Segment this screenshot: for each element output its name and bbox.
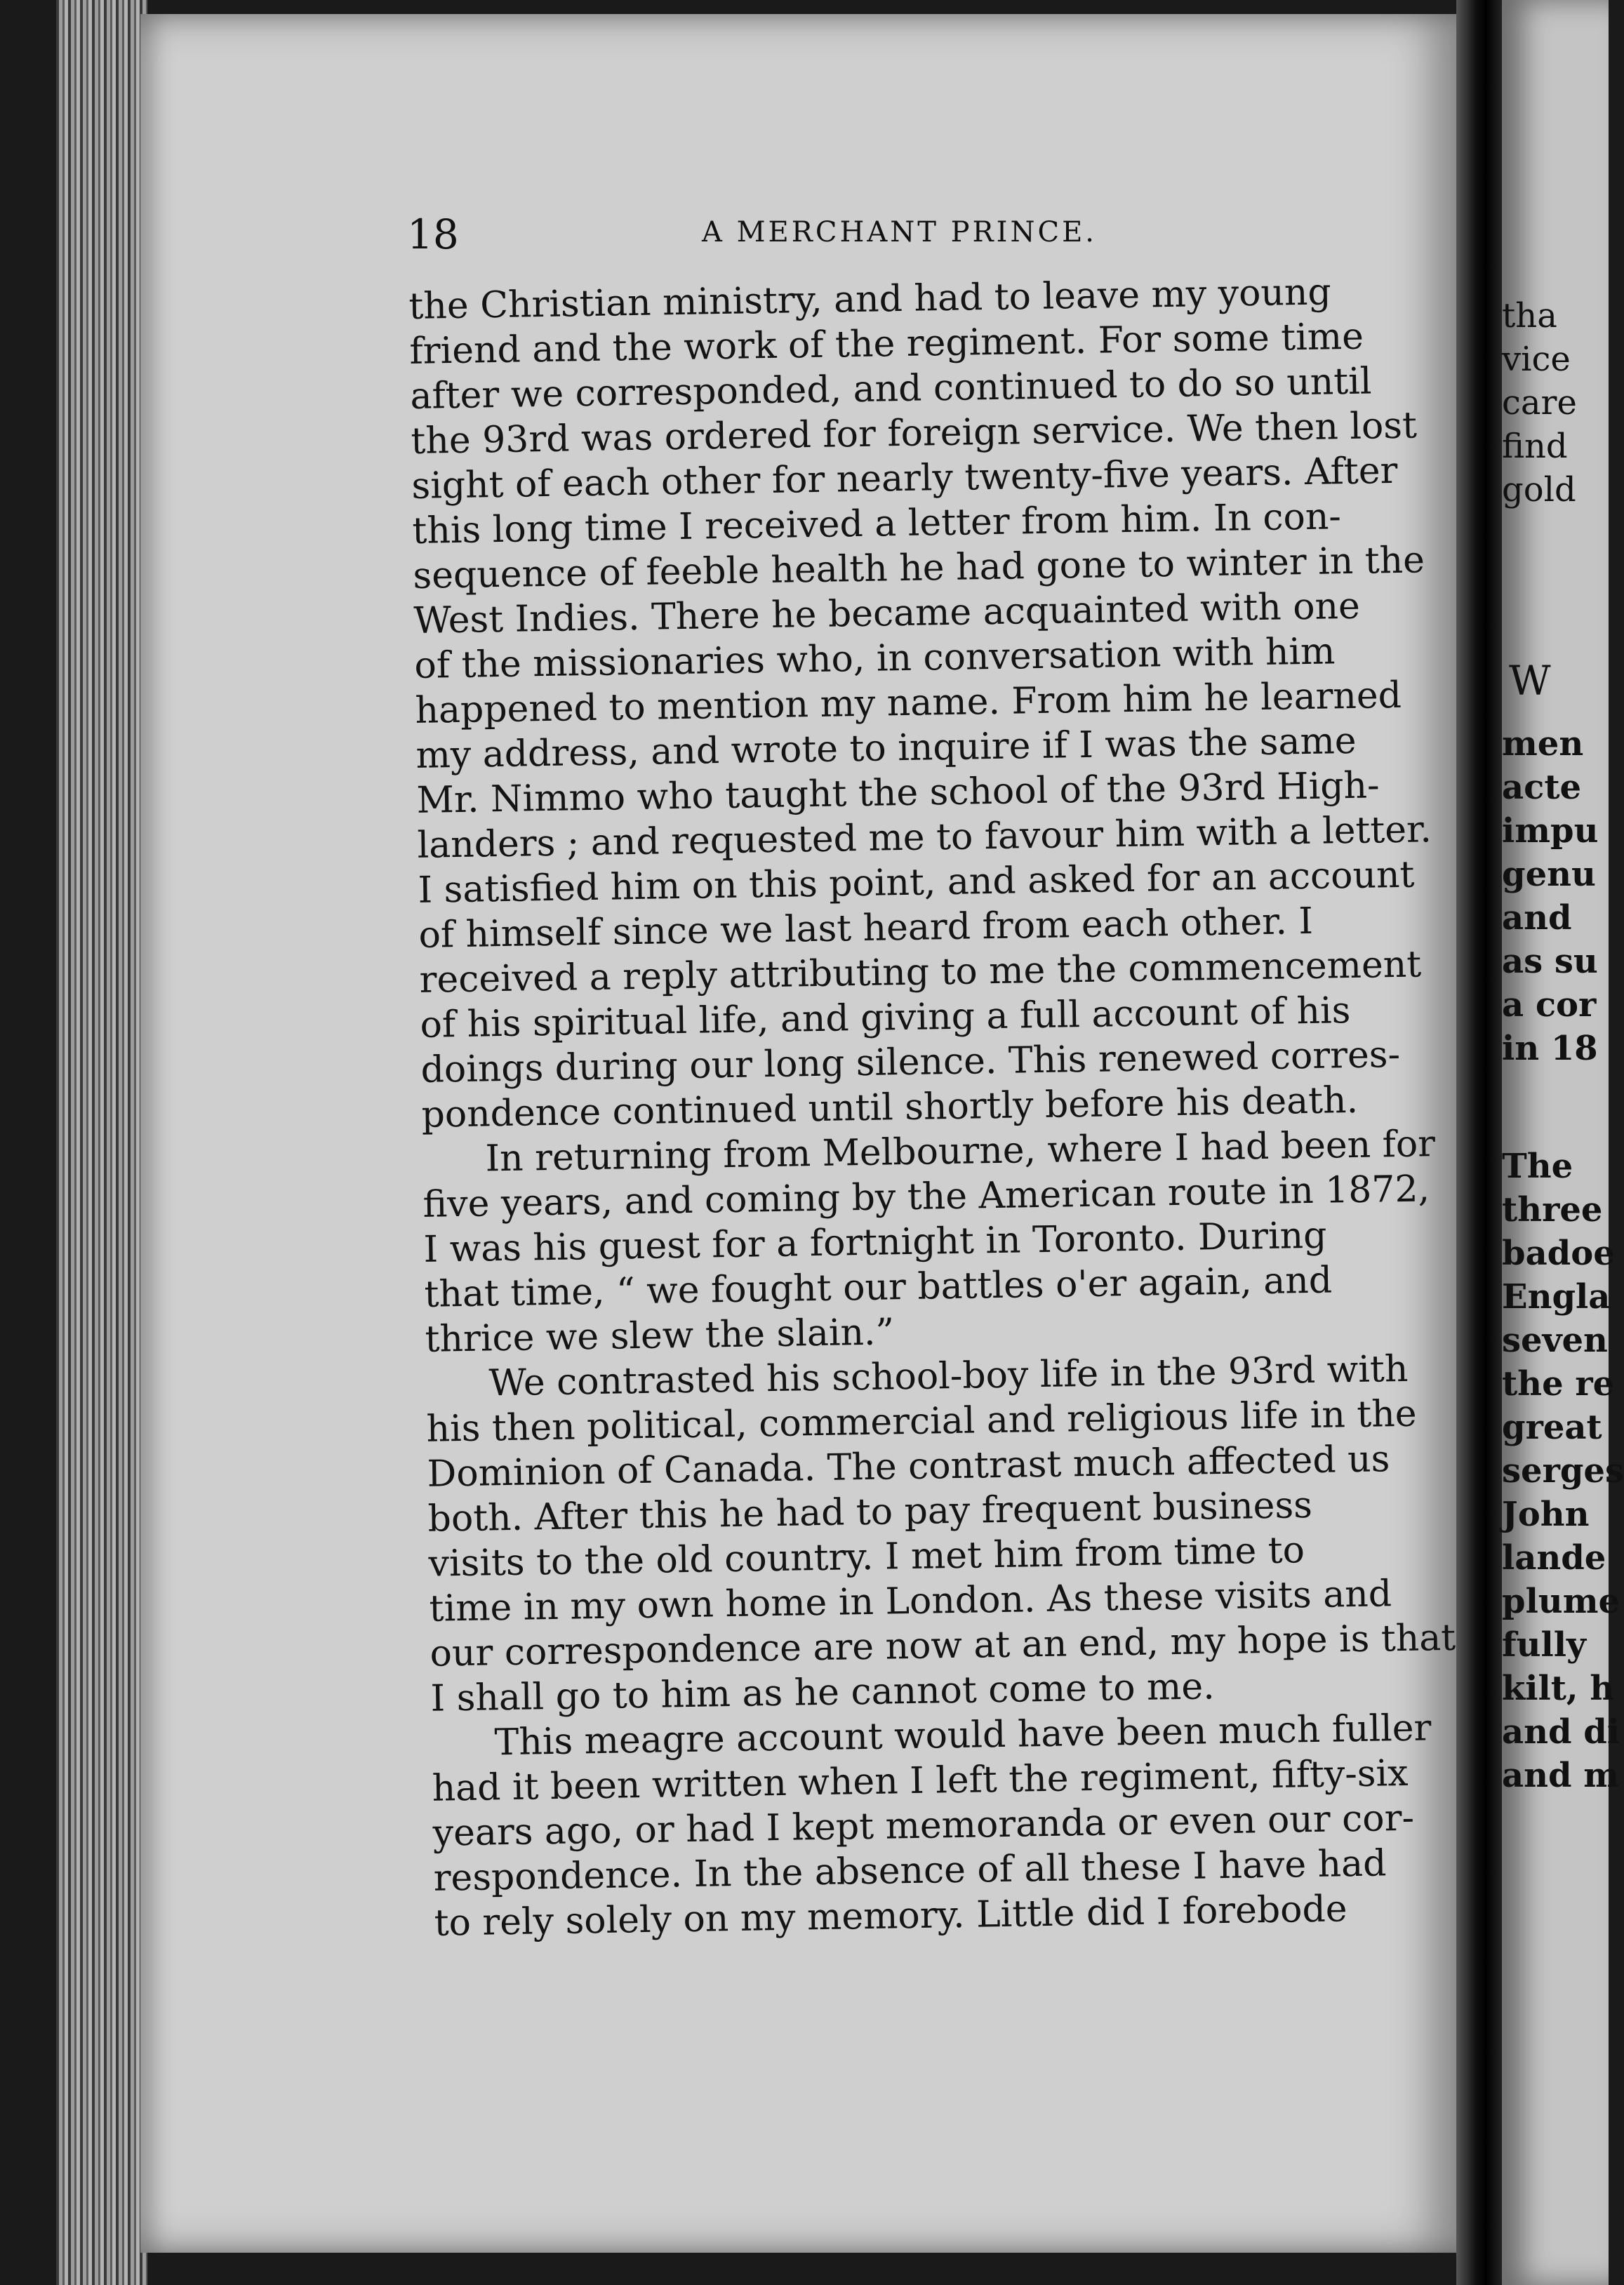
facing-page-text: vice [1502,340,1571,379]
facing-page-text: fully [1502,1625,1586,1665]
text-line: thrice we slew the slain.” [425,1311,895,1361]
book-page-edges [56,0,147,2285]
body-text [408,267,1487,1945]
facing-page-text: impu [1502,811,1599,851]
facing-page-fragment [1502,0,1624,2285]
facing-page-text: lande [1502,1538,1606,1578]
facing-page-text: gold [1502,470,1576,509]
facing-page-text: care [1502,383,1577,422]
text-line: that time, “ we fought our battles o'er again, and [424,1259,1333,1316]
text-line: happened to mention my name. From him he learned [415,674,1402,732]
facing-page-text: serges [1502,1451,1624,1491]
facing-page-text: plume [1502,1582,1620,1621]
text-line: Mr. Nimmo who taught the school of the 93rd High- [416,764,1380,822]
running-header [407,211,1460,260]
book-gutter-shadow [1456,0,1505,2285]
text-line: of the missionaries who, in conversation with him [414,630,1336,687]
text-line: our correspondence are now at an end, my hope is that [430,1616,1456,1675]
text-line: West Indies. There he became acquainted with one [413,585,1361,642]
text-line: I satisfied him on this point, and asked for an account [418,853,1415,912]
text-line: the Christian ministry, and had to leave my young [408,271,1332,328]
text-line: to rely solely on my memory. Little did I forebode [434,1888,1348,1945]
facing-page-drop-initial: W [1509,657,1551,705]
facing-page-text: badoe [1502,1234,1615,1273]
text-line: of his spiritual life, and giving a full account of his [420,990,1351,1046]
text-line: the 93rd was ordered for foreign service. We then lost [411,404,1418,462]
text-line: Dominion of Canada. The contrast much affected us [427,1438,1390,1495]
paragraph-start-line: In returning from Melbourne, where I had been for [485,1123,1436,1180]
facing-page-text: genu [1502,855,1596,894]
facing-page-text: acte [1502,768,1582,807]
running-title: A MERCHANT PRINCE. [702,216,1097,248]
text-line: sight of each other for nearly twenty-five years. After [411,449,1398,507]
text-line: respondence. In the absence of all these I have had [433,1842,1387,1900]
facing-page-text: men [1502,724,1584,764]
facing-page-text: three [1502,1190,1603,1230]
facing-page-text: and m [1502,1756,1620,1795]
text-line: my address, and wrote to inquire if I was the same [415,719,1357,777]
text-line: sequence of feeble health he had gone to winter in the [413,539,1425,597]
facing-page-text: a cor [1502,985,1597,1025]
text-line: had it been written when I left the regiment, fifty-six [432,1752,1409,1810]
facing-page-text: great [1502,1408,1602,1447]
facing-page-text: The [1502,1147,1573,1186]
paragraph-start-line: This meagre account would have been much fuller [494,1707,1432,1764]
text-line: visits to the old country. I met him from time to [428,1529,1305,1585]
facing-page-text: and di [1502,1712,1620,1752]
text-line: received a reply attributing to me the commencement [419,943,1422,1001]
text-line: landers ; and requested me to favour him with a letter. [417,808,1432,867]
text-line: this long time I received a letter from him. In con- [412,495,1342,552]
paragraph-start-line: We contrasted his school-boy life in the 93rd with [488,1347,1409,1405]
facing-page-text: as su [1502,942,1598,981]
facing-page-text: seven [1502,1321,1608,1360]
text-line: time in my own home in London. As these visits and [429,1573,1392,1630]
facing-page-text: find [1502,427,1568,466]
text-line: after we corresponded, and continued to do so until [410,360,1372,418]
page-number: 18 [407,211,459,258]
facing-page-text: John [1502,1495,1590,1534]
text-line: pondence continued until shortly before his death. [421,1079,1359,1136]
text-line: his then political, commercial and religious life in the [426,1392,1417,1451]
text-line: of himself since we last heard from each other. I [418,900,1314,957]
text-line: doings during our long silence. This renewed corres- [420,1033,1401,1091]
text-line: friend and the work of the regiment. For some time [409,315,1364,373]
facing-page-text: tha [1502,296,1557,335]
text-line: I was his guest for a fortnight in Toronto. During [423,1214,1327,1271]
text-line: years ago, or had I kept memoranda or even our cor- [432,1797,1415,1855]
facing-page-text: Engla [1502,1277,1611,1317]
text-line: both. After this he had to pay frequent business [427,1484,1313,1540]
facing-page-text: the re [1502,1364,1615,1404]
facing-page-text: and [1502,898,1572,938]
facing-page-text: in 18 [1502,1029,1598,1068]
text-line: five years, and coming by the American route in 1872, [422,1168,1430,1226]
facing-page-text: kilt, h [1502,1669,1615,1708]
text-line: I shall go to him as he cannot come to me. [430,1665,1216,1720]
